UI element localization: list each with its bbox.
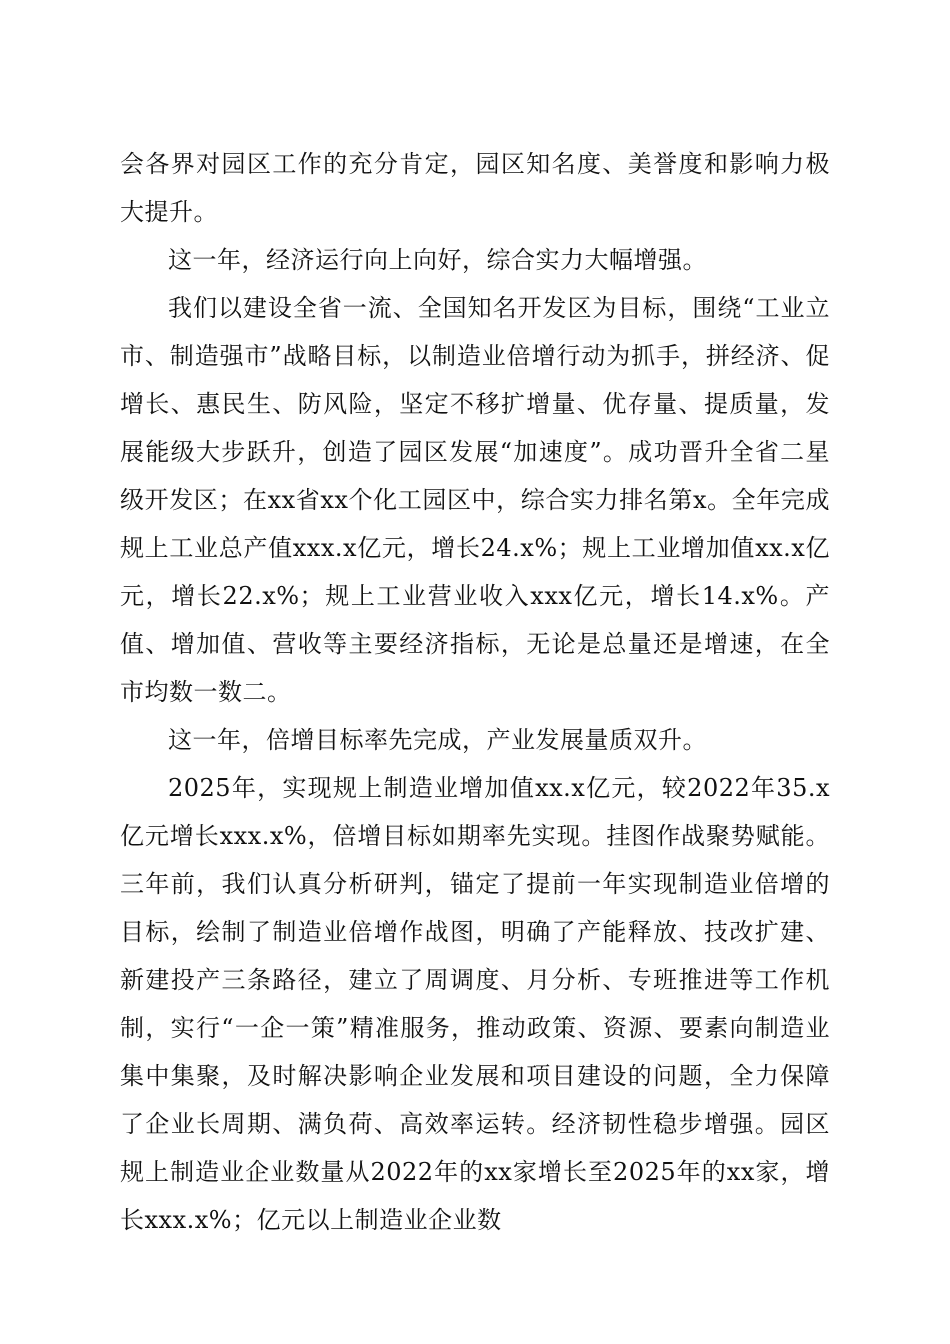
paragraph-1: 会各界对园区工作的充分肯定，园区知名度、美誉度和影响力极大提升。 xyxy=(120,150,830,226)
paragraph-3: 我们以建设全省一流、全国知名开发区为目标，围绕“工业立市、制造强市”战略目标，以制造业倍增行动为抓手，拼经济、促增长、惠民生、防风险，坚定不移扩增量、优存量、提质量，发展能级大步跃升，创造了园区发展“加速度”。成功晋升全省二星级开发区；在xx省xx个化工园区中，综合实力排名第x。全年完成规上工业总产值xxx.x亿元，增长24.x%；规上工业增加值xx.x亿元，增长22.x%；规上工业营业收入xxx亿元，增长14.x%。产值、增加值、营收等主要经济指标，无论是总量还是增速，在全市均数一数二。 xyxy=(120,294,830,706)
paragraph-4: 这一年，倍增目标率先完成，产业发展量质双升。 xyxy=(168,726,707,754)
paragraph-5: 2025年，实现规上制造业增加值xx.x亿元，较2022年35.x亿元增长xxx.x%，倍增目标如期率先实现。挂图作战聚势赋能。三年前，我们认真分析研判，锚定了提前一年实现制造业倍增的目标，绘制了制造业倍增作战图，明确了产能释放、技改扩建、新建投产三条路径，建立了周调度、月分析、专班推进等工作机制，实行“一企一策”精准服务，推动政策、资源、要素向制造业集中集聚，及时解决影响企业发展和项目建设的问题，全力保障了企业长周期、满负荷、高效率运转。经济韧性稳步增强。园区规上制造业企业数量从2022年的xx家增长至2025年的xx家，增长xxx.x%；亿元以上制造业企业数 xyxy=(120,774,830,1234)
paragraph-2: 这一年，经济运行向上向好，综合实力大幅增强。 xyxy=(168,246,707,274)
document-body xyxy=(120,140,830,1244)
